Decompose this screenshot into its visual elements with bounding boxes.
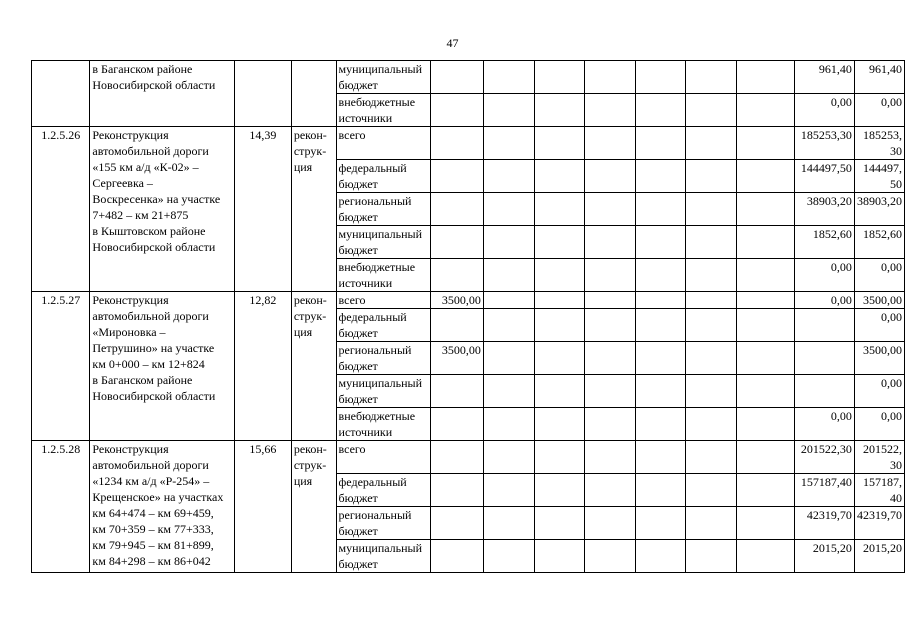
empty-value (585, 226, 636, 259)
empty-value (534, 375, 584, 408)
value-col-1 (431, 193, 484, 226)
table-row (32, 61, 905, 94)
empty-value (636, 292, 686, 309)
empty-value (737, 540, 795, 573)
empty-value (737, 342, 795, 375)
value-last: 42319,70 (854, 507, 904, 540)
empty-value (686, 292, 737, 309)
empty-value (636, 309, 686, 342)
value-last: 144497, 50 (854, 160, 904, 193)
empty-value (483, 226, 534, 259)
value-col-1: 3500,00 (431, 292, 484, 309)
empty-value (585, 160, 636, 193)
empty-value (686, 375, 737, 408)
value-total (795, 375, 855, 408)
funding-source: внебюджетные источники (336, 94, 431, 127)
empty-value (636, 375, 686, 408)
empty-value (737, 441, 795, 474)
value-total: 0,00 (795, 94, 855, 127)
item-length (234, 61, 291, 127)
value-last: 0,00 (854, 408, 904, 441)
empty-value (534, 94, 584, 127)
empty-value (737, 193, 795, 226)
empty-value (636, 408, 686, 441)
empty-value (636, 61, 686, 94)
funding-source: региональный бюджет (336, 193, 431, 226)
funding-table (31, 60, 905, 573)
empty-value (585, 342, 636, 375)
empty-value (483, 540, 534, 573)
empty-value (686, 160, 737, 193)
value-col-1 (431, 94, 484, 127)
empty-value (686, 61, 737, 94)
value-total (795, 342, 855, 375)
empty-value (534, 408, 584, 441)
item-kind: рекон- струк- ция (291, 127, 336, 292)
empty-value (686, 540, 737, 573)
empty-value (585, 292, 636, 309)
value-last: 3500,00 (854, 342, 904, 375)
item-code: 1.2.5.26 (32, 127, 90, 292)
empty-value (636, 540, 686, 573)
empty-value (737, 474, 795, 507)
item-kind: рекон- струк- ция (291, 441, 336, 573)
empty-value (534, 441, 584, 474)
empty-value (737, 61, 795, 94)
empty-value (585, 127, 636, 160)
value-col-1 (431, 540, 484, 573)
empty-value (585, 94, 636, 127)
value-total: 201522,30 (795, 441, 855, 474)
empty-value (534, 127, 584, 160)
value-last: 185253, 30 (854, 127, 904, 160)
empty-value (483, 507, 534, 540)
value-total: 2015,20 (795, 540, 855, 573)
value-total: 185253,30 (795, 127, 855, 160)
funding-source: федеральный бюджет (336, 160, 431, 193)
table-body (32, 61, 905, 573)
empty-value (534, 342, 584, 375)
empty-value (686, 507, 737, 540)
table-row (32, 441, 905, 474)
item-name: Реконструкция автомобильной дороги «Мироновка – Петрушино» на участке км 0+000 – км 12+824 в Баганском районе Новосибирской области (90, 292, 234, 441)
value-total (795, 309, 855, 342)
value-col-1 (431, 309, 484, 342)
value-total: 144497,50 (795, 160, 855, 193)
empty-value (636, 193, 686, 226)
empty-value (483, 127, 534, 160)
empty-value (534, 259, 584, 292)
value-total: 961,40 (795, 61, 855, 94)
empty-value (483, 259, 534, 292)
empty-value (483, 441, 534, 474)
value-col-1 (431, 375, 484, 408)
value-col-1 (431, 507, 484, 540)
value-last: 38903,20 (854, 193, 904, 226)
funding-source: региональный бюджет (336, 342, 431, 375)
empty-value (483, 160, 534, 193)
funding-source: внебюджетные источники (336, 259, 431, 292)
value-last: 0,00 (854, 259, 904, 292)
empty-value (483, 342, 534, 375)
empty-value (737, 127, 795, 160)
empty-value (585, 259, 636, 292)
empty-value (534, 193, 584, 226)
empty-value (483, 474, 534, 507)
item-length: 12,82 (234, 292, 291, 441)
value-col-1 (431, 226, 484, 259)
empty-value (737, 259, 795, 292)
empty-value (483, 408, 534, 441)
empty-value (585, 309, 636, 342)
item-name: Реконструкция автомобильной дороги «155 км а/д «К-02» – Сергеевка – Воскресенка» на участке 7+482 – км 21+875 в Кыштовском районе Новосибирской области (90, 127, 234, 292)
item-code (32, 61, 90, 127)
value-col-1 (431, 127, 484, 160)
empty-value (737, 507, 795, 540)
empty-value (636, 226, 686, 259)
empty-value (483, 375, 534, 408)
funding-source: всего (336, 127, 431, 160)
empty-value (686, 226, 737, 259)
empty-value (585, 441, 636, 474)
empty-value (585, 61, 636, 94)
empty-value (737, 292, 795, 309)
item-kind (291, 61, 336, 127)
empty-value (483, 309, 534, 342)
value-total: 0,00 (795, 408, 855, 441)
empty-value (534, 61, 584, 94)
empty-value (686, 408, 737, 441)
empty-value (636, 127, 686, 160)
empty-value (585, 408, 636, 441)
empty-value (636, 342, 686, 375)
value-total: 0,00 (795, 259, 855, 292)
empty-value (686, 94, 737, 127)
item-code: 1.2.5.27 (32, 292, 90, 441)
empty-value (737, 160, 795, 193)
funding-source: федеральный бюджет (336, 309, 431, 342)
empty-value (686, 474, 737, 507)
value-col-1 (431, 441, 484, 474)
value-col-1 (431, 61, 484, 94)
empty-value (483, 292, 534, 309)
value-col-1: 3500,00 (431, 342, 484, 375)
empty-value (483, 193, 534, 226)
empty-value (534, 507, 584, 540)
value-total: 38903,20 (795, 193, 855, 226)
empty-value (636, 94, 686, 127)
value-last: 0,00 (854, 309, 904, 342)
empty-value (737, 408, 795, 441)
funding-source: всего (336, 441, 431, 474)
funding-source: всего (336, 292, 431, 309)
funding-source: федеральный бюджет (336, 474, 431, 507)
empty-value (636, 507, 686, 540)
empty-value (534, 540, 584, 573)
empty-value (737, 226, 795, 259)
empty-value (585, 474, 636, 507)
funding-source: муниципальный бюджет (336, 375, 431, 408)
empty-value (585, 540, 636, 573)
empty-value (585, 193, 636, 226)
empty-value (534, 474, 584, 507)
value-total: 157187,40 (795, 474, 855, 507)
funding-source: муниципальный бюджет (336, 226, 431, 259)
empty-value (686, 342, 737, 375)
page-number: 47 (446, 36, 459, 50)
value-last: 2015,20 (854, 540, 904, 573)
empty-value (737, 309, 795, 342)
empty-value (636, 441, 686, 474)
empty-value (636, 474, 686, 507)
value-col-1 (431, 408, 484, 441)
empty-value (534, 160, 584, 193)
empty-value (585, 507, 636, 540)
item-code: 1.2.5.28 (32, 441, 90, 573)
value-total: 42319,70 (795, 507, 855, 540)
value-col-1 (431, 259, 484, 292)
item-length: 15,66 (234, 441, 291, 573)
funding-source: муниципальный бюджет (336, 540, 431, 573)
funding-source: региональный бюджет (336, 507, 431, 540)
empty-value (686, 259, 737, 292)
value-last: 0,00 (854, 94, 904, 127)
empty-value (483, 94, 534, 127)
funding-source: муниципальный бюджет (336, 61, 431, 94)
value-last: 0,00 (854, 375, 904, 408)
table-row (32, 292, 905, 309)
value-last: 1852,60 (854, 226, 904, 259)
empty-value (636, 160, 686, 193)
value-last: 157187, 40 (854, 474, 904, 507)
empty-value (534, 226, 584, 259)
funding-source: внебюджетные источники (336, 408, 431, 441)
value-total: 1852,60 (795, 226, 855, 259)
item-name: Реконструкция автомобильной дороги «1234 км а/д «Р-254» – Крещенское» на участках км 64+474 – км 69+459, км 70+359 – км 77+333, км 79+945 – км 81+899, км 84+298 – км 86+042 (90, 441, 234, 573)
value-last: 3500,00 (854, 292, 904, 309)
empty-value (686, 193, 737, 226)
empty-value (534, 309, 584, 342)
item-length: 14,39 (234, 127, 291, 292)
value-last: 201522, 30 (854, 441, 904, 474)
item-name: в Баганском районе Новосибирской области (90, 61, 234, 127)
empty-value (636, 259, 686, 292)
empty-value (686, 127, 737, 160)
empty-value (585, 375, 636, 408)
empty-value (483, 61, 534, 94)
table-row (32, 127, 905, 160)
value-col-1 (431, 474, 484, 507)
empty-value (737, 375, 795, 408)
value-col-1 (431, 160, 484, 193)
empty-value (686, 441, 737, 474)
value-last: 961,40 (854, 61, 904, 94)
empty-value (534, 292, 584, 309)
value-total: 0,00 (795, 292, 855, 309)
empty-value (737, 94, 795, 127)
item-kind: рекон- струк- ция (291, 292, 336, 441)
empty-value (686, 309, 737, 342)
